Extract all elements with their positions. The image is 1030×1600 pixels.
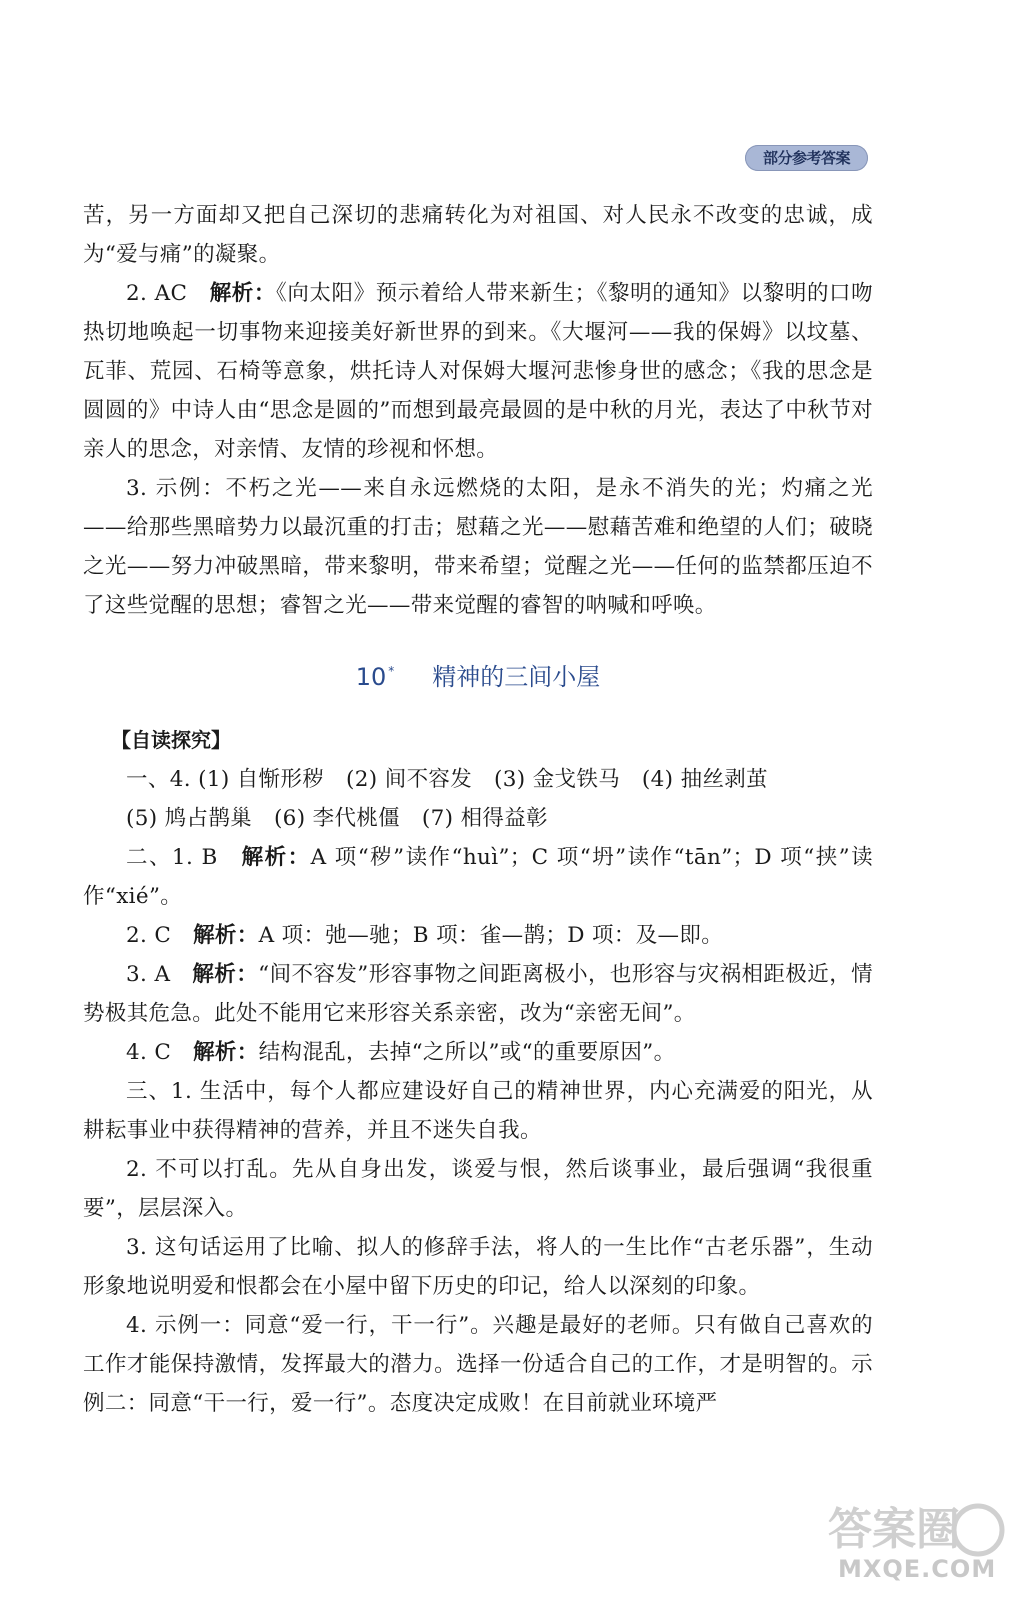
part1-line1: 一、4. (1) 自惭形秽 (2) 间不容发 (3) 金戈铁马 (4) 抽丝剥茧 (126, 767, 769, 792)
answer-prefix: 2. AC (126, 281, 188, 306)
answer-text: “间不容发”形容事物之间距离极小，也形容与灾祸相距极近，情势极其危急。此处不能用它来形容关系亲密，改为“亲密无间”。 (83, 962, 873, 1026)
answer-text: A 项“秽”读作“huì”；C 项“坍”读作“tān”；D 项“挟”读作“xié”。 (83, 845, 873, 909)
section-title-text: 精神的三间小屋 (432, 663, 601, 691)
part2-item (83, 838, 873, 916)
answer-q2 (83, 274, 873, 469)
answer-q3: 3. 示例：不朽之光——来自永远燃烧的太阳，是永不消失的光；灼痛之光——给那些黑暗势力以最沉重的打击；慰藉之光——慰藉苦难和绝望的人们；破晓之光——努力冲破黑暗，带来黎明，带来希望；觉醒之光——任何的监禁都压迫不了这些觉醒的思想；睿智之光——带来觉醒的睿智的呐喊和呼唤。 (83, 476, 873, 618)
answer-prefix: 3. A (126, 962, 171, 987)
part3-item: 三、1. 生活中，每个人都应建设好自己的精神世界，内心充满爱的阳光，从耕耘事业中获得精神的营养，并且不迷失自我。 (83, 1079, 873, 1143)
part3-item: 3. 这句话运用了比喻、拟人的修辞手法，将人的一生比作“古老乐器”，生动形象地说明爱和恨都会在小屋中留下历史的印记，给人以深刻的印象。 (83, 1235, 873, 1299)
subheading: 【自读探究】 (111, 728, 231, 752)
section-title (83, 653, 873, 695)
section-mark: * (388, 664, 395, 678)
answer-prefix: 2. C (126, 923, 172, 948)
jiexi-label: 解析： (209, 281, 276, 306)
answer-text: 《向太阳》预示着给人带来新生；《黎明的通知》以黎明的口吻热切地唤起一切事物来迎接美好新世界的到来。《大堰河——我的保姆》以坟墓、瓦菲、荒园、石椅等意象，烘托诗人对保姆大堰河悲惨身世的感念；《我的思念是圆圆的》中诗人由“思念是圆的”而想到最亮最圆的是中秋的月光，表达了中秋节对亲人的思念，对亲情、友情的珍视和怀想。 (83, 281, 873, 462)
jiexi-label: 解析： (193, 923, 259, 948)
jiexi-label: 解析： (192, 962, 259, 987)
jiexi-label: 解析： (241, 845, 311, 870)
header-badge: 部分参考答案 (745, 145, 868, 171)
jiexi-label: 解析： (193, 1040, 259, 1065)
part3-item: 4. 示例一：同意“爱一行，干一行”。兴趣是最好的老师。只有做自己喜欢的工作才能保持激情，发挥最大的潜力。选择一份适合自己的工作，才是明智的。示例二：同意“干一行，爱一行”。态度决定成败！在目前就业环境严 (83, 1313, 873, 1416)
part1-line2: (5) 鸠占鹊巢 (6) 李代桃僵 (7) 相得益彰 (126, 806, 548, 831)
answer-prefix: 二、1. B (126, 845, 218, 870)
paragraph-continuation: 苦，另一方面却又把自己深切的悲痛转化为对祖国、对人民永不改变的忠诚，成为“爱与痛”的凝聚。 (83, 203, 873, 267)
part2-item (83, 1033, 873, 1072)
answer-text: A 项：弛—驰；B 项：雀—鹊；D 项：及—即。 (258, 923, 724, 948)
answer-text: 结构混乱，去掉“之所以”或“的重要原因”。 (258, 1040, 676, 1065)
section-number: 10 (355, 663, 387, 691)
part2-item (83, 955, 873, 1033)
watermark-logo-text: 答案圈 (828, 1504, 960, 1555)
part3-item: 2. 不可以打乱。先从自身出发，谈爱与恨，然后谈事业，最后强调“我很重要”，层层深入。 (83, 1157, 873, 1221)
page-content (83, 196, 873, 1423)
watermark-url: MXQE.COM (838, 1555, 997, 1583)
answer-prefix: 4. C (126, 1040, 172, 1065)
part2-item (83, 916, 873, 955)
